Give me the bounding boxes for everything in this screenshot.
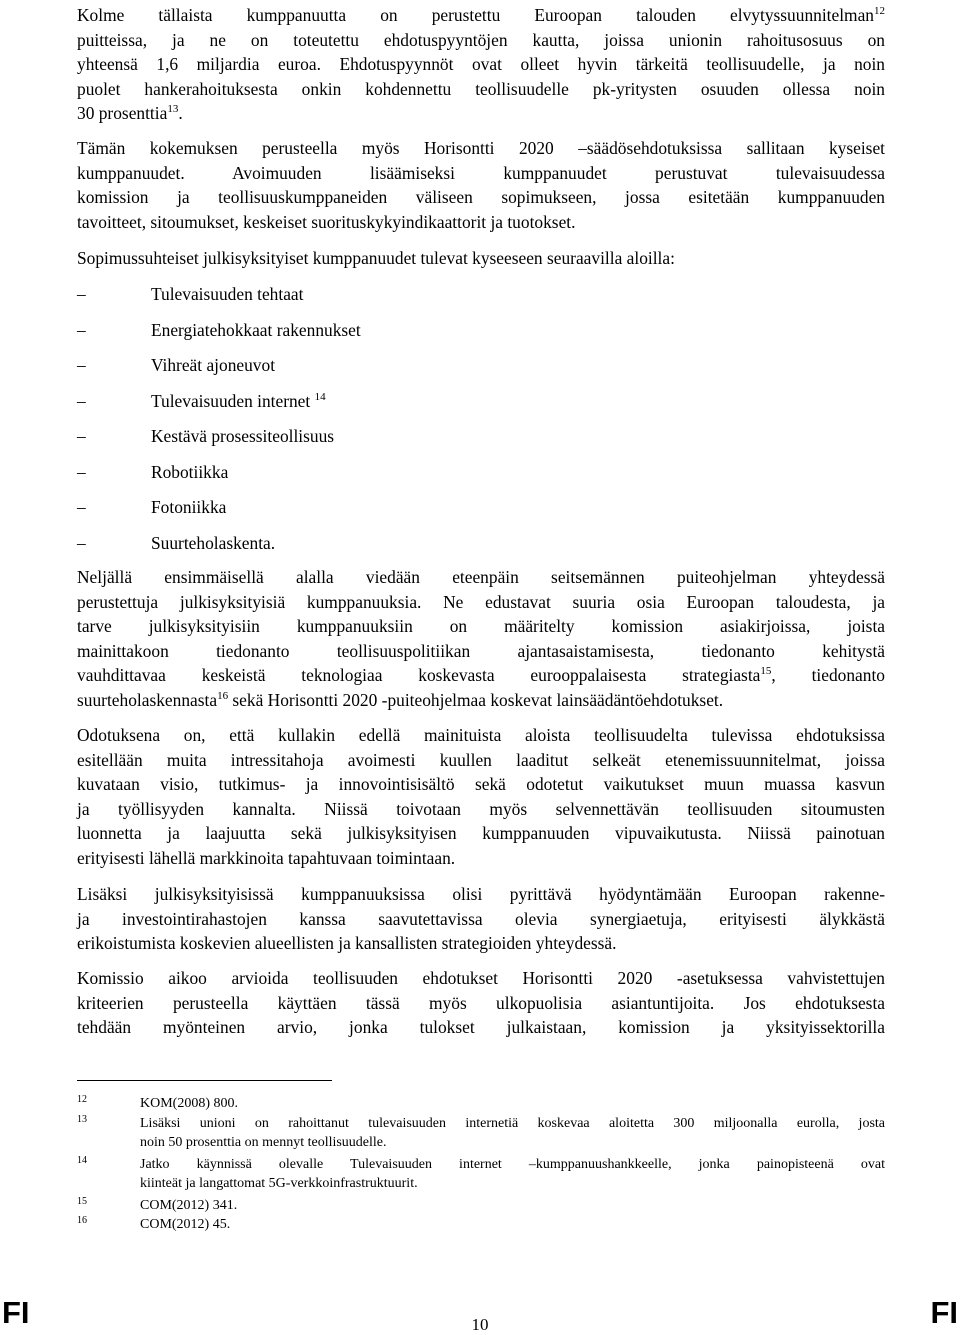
p6-line: erikoistumista koskevien alueellisten ja kansallisten strategioiden yhteydessä. [77,933,617,954]
p7-line: Komissio aikoo arvioida teollisuuden ehdotukset Horisontti 2020 -asetuksessa vahvistettujen [77,968,885,988]
dash-bullet: – [77,532,86,553]
list-item [77,282,885,318]
footnote-text: noin 50 prosenttia on mennyt teollisuudelle. [140,1135,387,1150]
paragraph-1 [77,3,885,126]
footnote-number: 15 [77,1196,87,1207]
p1-line: yhteensä 1,6 miljardia euroa. Ehdotuspyynnöt ovat olleet hyvin tärkeitä teollisuudelle, ja noin [77,54,885,75]
p6-line: ja investointirahastojen kanssa saavutettavissa olevia synergiaetuja, erityisesti älykkästä [77,908,885,929]
list-item [77,353,885,389]
dash-bullet: – [77,390,86,411]
p1-line: 30 prosenttia [77,103,168,124]
p4-line: vauhdittavaa keskeistä teknologiaa koskevasta eurooppalaisesta strategiasta [77,665,761,686]
p2-line: komission ja teollisuuskumppaneiden väliseen sopimukseen, jossa esitetään kumppanuuden [77,187,885,208]
footnote-number: 16 [77,1215,87,1226]
footnote-text: Jatko käynnissä olevalle Tulevaisuuden internet –kumppanuushankkeelle, jonka painopisteenä ovat [140,1157,885,1172]
paragraph-5 [77,723,885,871]
footnote-text: COM(2012) 45. [140,1217,231,1232]
list-item-text: Kestävä prosessiteollisuus [151,426,335,446]
p2-line: kumppanuudet. Avoimuuden lisäämiseksi kumppanuudet perustuvat tulevaisuudessa [77,162,885,183]
p5-line: erityisesti lähellä markkinoita tapahtuvaan toimintaan. [77,847,456,868]
p4-line: suurteholaskennasta [77,689,218,710]
list-item-text: Vihreät ajoneuvot [151,355,276,375]
dash-bullet: – [77,461,86,482]
list-item-text: Fotoniikka [151,497,227,517]
footnote-text: COM(2012) 341. [140,1198,238,1213]
footnote-ref-16[interactable]: 16 [217,689,229,702]
p4-line: sekä Horisontti 2020 -puiteohjelmaa koskevat lainsäädäntöehdotukset. [228,689,724,710]
p5-line: Odotuksena on, että kullakin edellä mainituista aloista teollisuudelta tulevissa ehdotuksissa [77,725,885,745]
dash-bullet: – [77,426,86,446]
list-item [77,389,885,425]
p7-line: tehdään myönteinen arvio, jonka tulokset julkaistaan, komission ja yksityissektorilla [77,1017,885,1038]
footnote-text: Lisäksi unioni on rahoittanut tulevaisuuden internetiä koskevaa aloitetta 300 miljoonalla eurolla, josta [140,1116,885,1131]
p4-line: Neljällä ensimmäisellä alalla viedään eteenpäin seitsemännen puiteohjelman yhteydessä [77,567,885,587]
p6-line: Lisäksi julkisyksityisissä kumppanuuksissa olisi pyrittävä hyödyntämään Euroopan rakenne- [77,884,885,904]
footnote-number: 13 [77,1114,87,1125]
language-code-left: FI [2,1295,30,1330]
p4-line: perustettuja julkisyksityisiä kumppanuuksia. Ne edustavat suuria osia Euroopan taloudesta, ja [77,591,885,612]
list-item [77,460,885,496]
list-item [77,318,885,354]
footnote-ref-12[interactable]: 12 [874,5,885,17]
p2-line: tavoitteet, sitoumukset, keskeiset suorituskykyindikaattorit ja tuotokset. [77,211,576,232]
p4-line: , tiedonanto [771,665,885,686]
footnote-text: kiinteät ja langattomat 5G-verkkoinfrastruktuurit. [140,1176,418,1191]
p5-line: ja työllisyyden kannalta. Niissä toivotaan myös selvennettävän teollisuuden sitoumusten [77,798,885,819]
paragraph-7 [77,966,885,1040]
p5-line: kuvataan visio, tutkimus- ja innovointisisältö sekä odotetut vaikutukset muun muassa kasvun [77,774,885,795]
language-code-right: FI [930,1295,958,1330]
list-item-text: Energiatehokkaat rakennukset [151,319,361,340]
paragraph-3 [77,246,885,271]
footnote-number: 14 [77,1155,87,1166]
p2-line: Tämän kokemuksen perusteella myös Horisontti 2020 –säädösehdotuksissa sallitaan kyseiset [77,138,885,158]
footnote-separator [77,1080,332,1081]
p1-line: Kolme tällaista kumppanuutta on perustettu Euroopan talouden elvytyssuunnitelman [77,5,874,25]
p4-line: tarve julkisyksityisiin kumppanuuksiin on määritelty komission asiakirjoissa, joista [77,616,885,637]
dash-bullet: – [77,284,86,304]
paragraph-2 [77,136,885,234]
page-number: 10 [471,1315,489,1334]
p4-line: mainittakoon tiedonanto teollisuuspolitiikan ajantasaistamisesta, tiedonanto kehitystä [77,640,885,661]
list-item-text: Tulevaisuuden tehtaat [151,284,304,304]
paragraph-6 [77,882,885,956]
dash-bullet: – [77,355,86,375]
dash-bullet: – [77,497,86,517]
list-item [77,495,885,531]
p5-line: esitellään muita intressitahoja avoimesti kuullen laaditut selkeät etenemissuunnitelmat, joissa [77,749,885,770]
list-item [77,531,885,567]
p1-line: puitteissa, ja ne on toteutettu ehdotuspyyntöjen kautta, joissa unionin rahoitusosuus on [77,29,885,50]
footnote-text: KOM(2008) 800. [140,1096,238,1111]
p1-line: puolet hankerahoituksesta onkin kohdennettu teollisuudelle pk-yritysten osuuden ollessa noin [77,78,885,99]
p1-end: . [178,103,183,124]
list-item-text: Suurteholaskenta. [151,532,276,553]
dash-bullet: – [77,319,86,340]
footnote-number: 12 [77,1094,87,1105]
footnote-ref-15[interactable]: 15 [760,665,772,678]
list-item-text: Robotiikka [151,461,229,482]
p5-line: luonnetta ja laajuutta sekä julkisyksityisen kumppanuuden vipuvaikutusta. Niissä painotuan [77,823,885,844]
footnote-ref-13[interactable]: 13 [167,103,179,116]
list-item-text: Tulevaisuuden internet [151,390,311,411]
p3-line: Sopimussuhteiset julkisyksityiset kumppanuudet tulevat kyseeseen seuraavilla aloilla: [77,248,675,268]
p7-line: kriteerien perusteella käyttäen tässä myös ulkopuolisia asiantuntijoita. Jos ehdotuksesta [77,992,885,1013]
partnership-list [77,282,885,566]
list-item [77,424,885,460]
paragraph-4 [77,565,885,713]
footnote-ref-14[interactable]: 14 [314,390,326,403]
